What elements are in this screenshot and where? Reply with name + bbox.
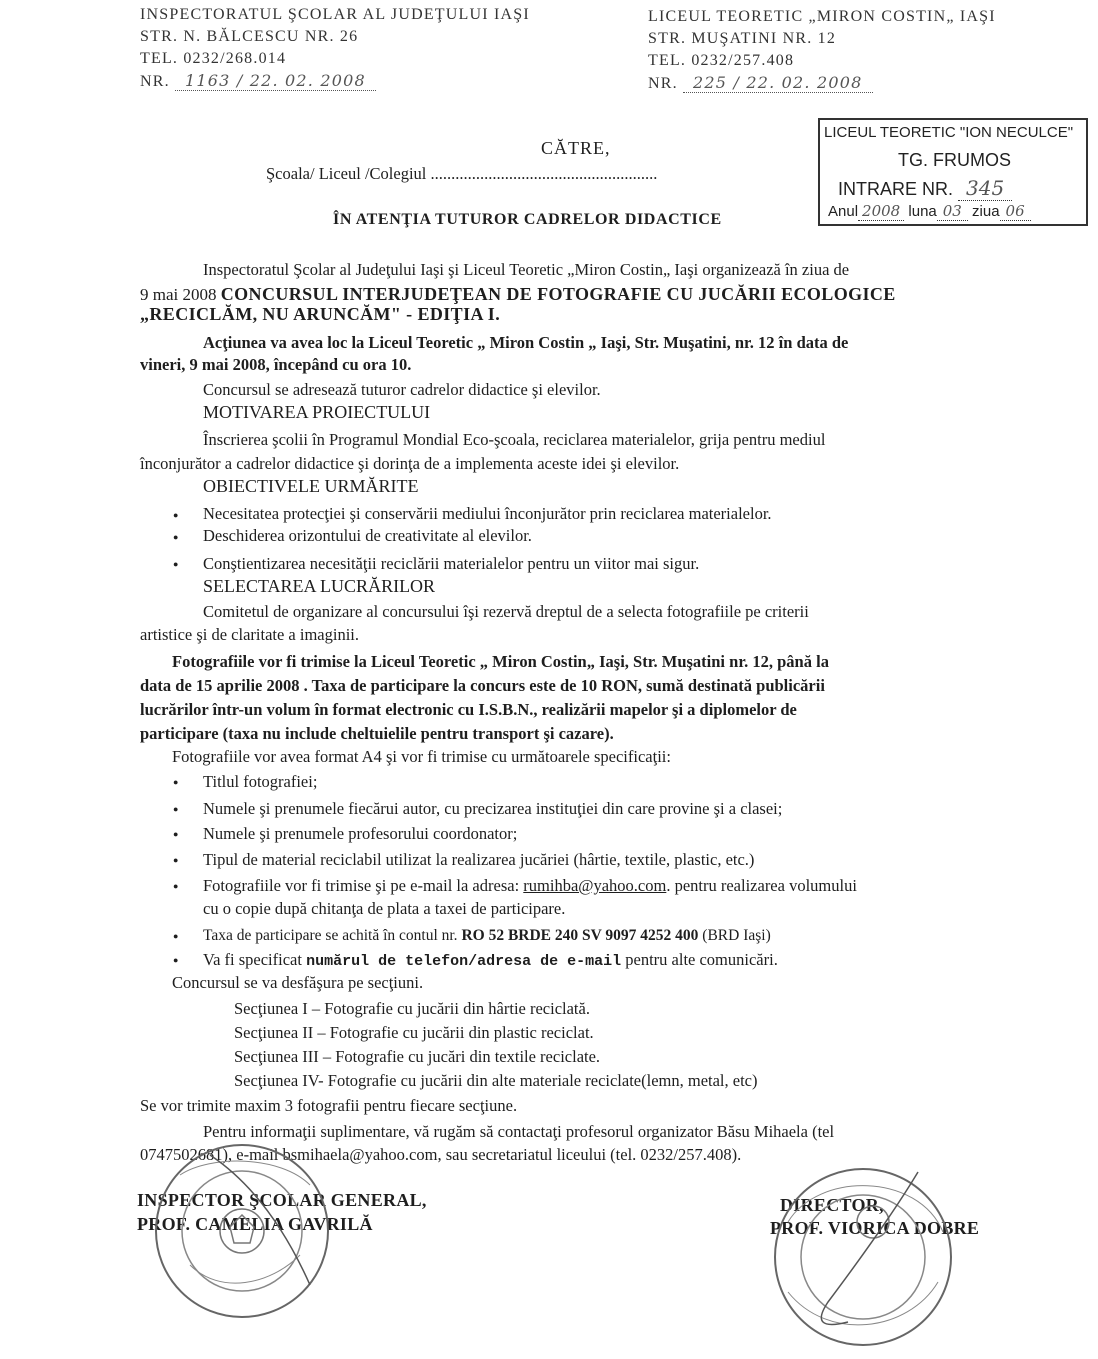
bullet-icon: ● [173,881,179,891]
bullet-icon: ● [173,955,179,965]
selection-line-1: Comitetul de organizare al concursului îşi rezervă dreptul de a selecta fotografiile pe criterii [203,602,809,621]
heading-motivare: MOTIVAREA PROIECTULUI [203,402,431,422]
submission-line-1: Fotografiile vor fi trimise la Liceul Teoretic „ Miron Costin„ Iaşi, Str. Muşatini nr. 12, până la [172,652,829,671]
format-line: Fotografiile vor avea format A4 şi vor fi trimise cu următoarele specificaţii: [172,747,671,766]
bank-account: RO 52 BRDE 240 SV 9097 4252 400 [461,927,699,944]
sender-name: INSPECTORATUL ŞCOLAR AL JUDEŢULUI IAŞI [140,6,530,23]
section-item-4: Secţiunea IV- Fotografie cu jucării din alte materiale reciclate(lemn, metal, etc) [234,1071,758,1090]
registry-month: 03 [937,202,968,221]
spec-item-email-cont: cu o copie după chitanţa de plata a taxei de participare. [203,899,566,918]
school-seal-icon [768,1162,958,1352]
heading-obiective: OBIECTIVELE URMĂRITE [203,476,419,496]
bullet-icon: ● [173,559,179,569]
spec-item-coordinator: Numele şi prenumele profesorului coordonator; [203,824,518,843]
inspectorate-seal-icon [150,1135,335,1325]
signature-left-name: PROF. CAMELIA GAVRILĂ [137,1214,373,1234]
sender-registry-number: NR. 1163 / 22. 02. 2008 [140,70,530,93]
heading-selectare: SELECTAREA LUCRĂRILOR [203,576,436,596]
sender-phone: TEL. 0232/268.014 [140,50,287,67]
sender-registry-handwritten: 1163 / 22. 02. 2008 [175,71,376,91]
bullet-icon: ● [173,510,179,520]
sender-address: STR. N. BĂLCESCU NR. 26 [140,28,359,45]
registry-stamp-date: Anul 2008 luna 03 ziua 06 [828,202,1031,220]
spec-item-contact: Va fi specificat numărul de telefon/adresa de e-mail pentru alte comunicări. [203,950,778,970]
max-photos-line: Se vor trimite maxim 3 fotografii pentru fiecare secţiune. [140,1096,518,1115]
bullet-icon: ● [173,532,179,542]
objective-item-3: Conştientizarea necesităţii reciclării materialelor pentru un viitor mai sigur. [203,554,700,573]
spec-item-author: Numele şi prenumele fiecărui autor, cu precizarea instituţiei din care provine şi a clasei; [203,799,783,818]
audience-line: Concursul se adresează tuturor cadrelor didactice şi elevilor. [203,380,601,399]
bullet-icon: ● [173,804,179,814]
signature-left-title: INSPECTOR ŞCOLAR GENERAL, [137,1190,427,1210]
registry-stamp-entry: INTRARE NR. 345 [838,176,1012,200]
registry-day: 06 [1000,202,1031,221]
spec-item-payment: Taxa de participare se achită în contul nr. RO 52 BRDE 240 SV 9097 4252 400 (BRD Iaşi) [203,927,771,944]
motivation-line-2: înconjurător a cadrelor didactice şi dorinţa de a implementa aceste idei şi elevilor. [140,454,680,473]
co-organizer-registry-handwritten: 225 / 22. 02. 2008 [683,73,872,93]
sections-intro: Concursul se va desfăşura pe secţiuni. [172,973,424,992]
submission-line-4: participare (taxa nu include cheltuielile pentru transport şi cazare). [140,724,614,743]
spec-item-title: Titlul fotografiei; [203,772,318,791]
bullet-icon: ● [173,829,179,839]
bullet-icon: ● [173,855,179,865]
signature-right-title: DIRECTOR, [780,1195,884,1215]
registry-stamp-school: LICEUL TEORETIC "ION NECULCE" [824,124,1074,141]
body-line-contest: 9 mai 2008 CONCURSUL INTERJUDEŢEAN DE FOTOGRAFIE CU JUCĂRII ECOLOGICE [140,284,896,304]
registry-year: 2008 [858,202,904,221]
co-organizer-name: LICEUL TEORETIC „MIRON COSTIN„ IAŞI [648,8,996,25]
submission-line-3: lucrărilor într-un volum în format electronic cu I.S.B.N., realizării mapelor şi a diplomelor de [140,700,797,719]
venue-line-2: vineri, 9 mai 2008, începând cu ora 10. [140,355,412,374]
spec-item-material: Tipul de material reciclabil utilizat la realizarea jucăriei (hârtie, textile, plastic, etc.) [203,850,755,869]
co-organizer-phone: TEL. 0232/257.408 [648,52,795,69]
selection-line-2: artistice şi de claritate a imaginii. [140,625,359,644]
objective-item-1: Necesitatea protecţiei şi conservării mediului înconjurător prin reciclarea materialelor. [203,504,772,523]
body-line-intro: Inspectoratul Şcolar al Judeţului Iaşi şi Liceul Teoretic „Miron Costin„ Iaşi organizează în ziua de [203,260,850,279]
objective-item-2: Deschiderea orizontului de creativitate al elevilor. [203,526,532,545]
signature-right-name: PROF. VIORICA DOBRE [770,1218,980,1238]
contest-slogan: „RECICLĂM, NU ARUNCĂM" - EDIŢIA I. [140,304,501,324]
contest-title: CONCURSUL INTERJUDEŢEAN DE FOTOGRAFIE CU JUCĂRII ECOLOGICE [220,284,896,304]
co-organizer-address: STR. MUŞATINI NR. 12 [648,30,837,47]
bullet-icon: ● [173,777,179,787]
attention-line: ÎN ATENŢIA TUTUROR CADRELOR DIDACTICE [333,211,722,228]
submission-line-2: data de 15 aprilie 2008 . Taxa de participare la concurs este de 10 RON, sumă destinată publicării [140,676,825,695]
co-organizer-header [648,6,996,95]
registry-stamp [818,118,1088,226]
venue-line-1: Acţiunea va avea loc la Liceul Teoretic „ Miron Costin „ Iaşi, Str. Muşatini, nr. 12 în data de [203,333,849,352]
addressee-catre: CĂTRE, [541,138,611,158]
motivation-line-1: Înscrierea şcolii în Programul Mondial Eco-şcoala, reciclarea materialelor, grija pentru mediul [203,430,826,449]
section-item-2: Secţiunea II – Fotografie cu jucării din plastic reciclat. [234,1023,594,1042]
spec-item-email: Fotografiile vor fi trimise şi pe e-mail la adresa: rumihba@yahoo.com. pentru realizarea volumului [203,876,857,895]
bullet-icon: ● [173,931,179,941]
contact-line-2: 0747502681), e-mail bsmihaela@yahoo.com, sau secretariatul liceului (tel. 0232/257.408). [140,1145,742,1164]
sender-header [140,4,530,93]
email-link[interactable]: rumihba@yahoo.com [523,876,667,895]
section-item-3: Secţiunea III – Fotografie cu jucări din textile reciclate. [234,1047,601,1066]
addressee-school-line: Şcoala/ Liceul /Colegiul ....................................................... [266,164,658,183]
section-item-1: Secţiunea I – Fotografie cu jucării din hârtie reciclată. [234,999,590,1018]
registry-stamp-town: TG. FRUMOS [898,150,1011,170]
co-organizer-registry-number: NR. 225 / 22. 02. 2008 [648,72,996,95]
registry-entry-number: 345 [958,176,1012,201]
contact-line-1: Pentru informaţii suplimentare, vă rugăm să contactaţi profesorul organizator Băsu Mihaela (tel [203,1122,835,1141]
